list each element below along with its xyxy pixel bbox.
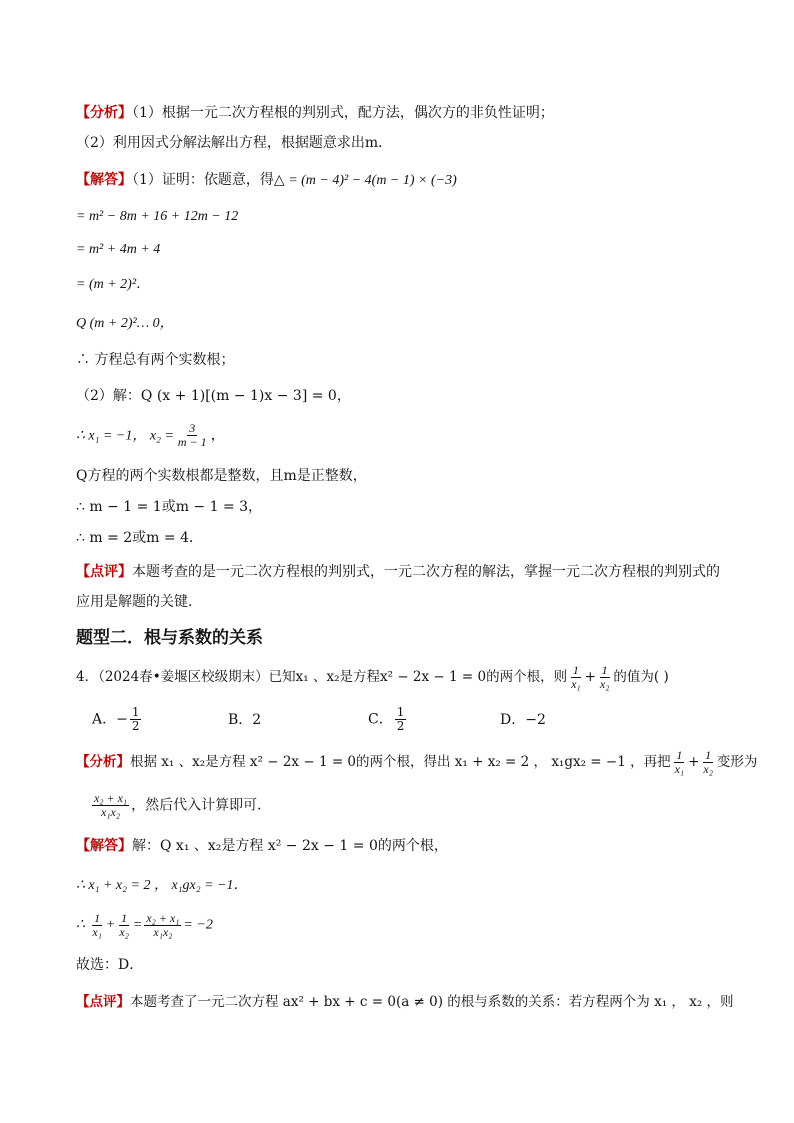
option-a [92, 706, 143, 733]
therefore-symbol: ∴ [76, 917, 85, 933]
option-b: B．2 [228, 712, 262, 728]
fraction-denominator: x₁ [571, 677, 581, 691]
fraction-numerator: 1 [121, 911, 128, 925]
comment-tag: 【点评】 [76, 994, 130, 1010]
fraction-numerator: 1 [601, 663, 608, 677]
discriminant-expression: △ = (m − 4)² − 4(m − 1) × (−3) [273, 173, 457, 188]
fraction-1-over-x2 [701, 749, 715, 776]
question-stem-tail: 的值为( ) [613, 669, 669, 685]
comment-line-2: 应用是解题的关键． [76, 594, 202, 610]
fraction-1-over-x1 [673, 749, 687, 776]
comment-text: 本题考查的是一元二次方程根的判别式，一元二次方程的解法，掌握一元二次方程根的判别式的 [132, 564, 720, 580]
solution-4-line-1 [76, 836, 448, 856]
analysis-tag: 【分析】 [76, 754, 130, 770]
fraction-denominator: x₁x₂ [101, 805, 121, 819]
solution-line-1 [76, 170, 457, 191]
analysis-text: ，然后代入计算即可． [131, 797, 272, 814]
solution-line-8 [76, 422, 225, 449]
root-values: ∴ x₁ = −1， x₂ = [76, 428, 174, 444]
question-4-stem [76, 664, 669, 691]
option-d: D．−2 [500, 712, 546, 728]
fraction-numerator: 3 [189, 421, 196, 435]
equals-sign: = [132, 917, 143, 933]
solution-line-6: ∴ 方程总有两个实数根； [76, 352, 235, 368]
solution-tag: 【解答】 [76, 172, 132, 188]
fraction-numerator: 1 [572, 663, 579, 677]
fraction-denominator: x₁ [674, 762, 685, 776]
fraction-numerator: x₂ + x₁ [94, 791, 128, 805]
solution-line-5: Q (m + 2)²… 0， [76, 316, 174, 331]
fraction-numerator: 1 [94, 911, 101, 925]
plus-sign: + [105, 917, 116, 933]
option-fraction [130, 706, 142, 733]
plus-sign: + [688, 754, 700, 770]
option-label: C． [368, 711, 393, 728]
analysis-text-tail: 变形为 [716, 754, 758, 770]
solution-line-11: ∴ m = 2或m = 4． [76, 530, 203, 546]
analysis-4-line-1 [76, 749, 757, 776]
fraction-1-over-x2 [117, 912, 131, 939]
solution-4-line-4: 故选：D． [76, 957, 144, 973]
solution-line-10: ∴ m − 1 = 1或m − 1 = 3， [76, 499, 263, 515]
question-stem-text: 4．（2024春•姜堰区校级期末）已知x₁ 、x₂是方程x² − 2x − 1 = 0的两个根，则 [76, 669, 568, 685]
fraction-numerator: 1 [396, 705, 405, 719]
analysis-line-1 [76, 103, 554, 123]
fraction-1-over-x2 [598, 664, 612, 691]
result: = −2 [183, 917, 213, 933]
solution-line-4: = (m + 2)²． [76, 277, 151, 292]
fraction-sum-over-product [92, 792, 129, 819]
fraction-1-over-x1 [569, 664, 583, 691]
fraction-numerator: 1 [705, 748, 712, 762]
solution-line-3: = m² + 4m + 4 [76, 242, 161, 257]
fraction-numerator: 1 [676, 748, 683, 762]
fraction-denominator: 2 [396, 719, 405, 733]
fraction-denominator: x₂ [599, 677, 610, 691]
fraction-denominator: x₁x₂ [153, 925, 173, 939]
fraction-numerator: x₂ + x₁ [146, 911, 180, 925]
comment-line-1 [76, 562, 720, 582]
section-title: 题型二．根与系数的关系 [76, 628, 263, 648]
comment-tag: 【点评】 [76, 564, 132, 580]
option-fraction [395, 706, 407, 733]
solution-line-2: = m² − 8m + 16 + 12m − 12 [76, 209, 239, 224]
solution-tag: 【解答】 [76, 838, 132, 854]
analysis-4-line-2 [76, 792, 271, 819]
fraction-numerator: 1 [131, 705, 140, 719]
analysis-line-2: （2）利用因式分解法解出方程，根据题意求出m． [76, 135, 393, 151]
fraction-sum-over-product [144, 912, 181, 939]
fraction-denominator: x₂ [119, 925, 129, 939]
fraction [176, 422, 209, 449]
fraction-denominator: x₂ [703, 762, 713, 776]
solution-line-9: Q方程的两个实数根都是整数，且m是正整数， [76, 468, 367, 484]
solution-text: 解：Q x₁ 、x₂是方程 x² − 2x − 1 = 0的两个根， [132, 838, 448, 854]
option-c [368, 706, 408, 733]
fraction-1-over-x1 [90, 912, 104, 939]
comment-text: 本题考查了一元二次方程 ax² + bx + c = 0(a ≠ 0) 的根与系数的关系：若方程两个为 x₁ ， x₂ ，则 [130, 994, 734, 1010]
solution-text: （1）证明：依题意，得 [132, 172, 274, 188]
plus-sign: + [584, 669, 596, 685]
analysis-tag: 【分析】 [76, 105, 132, 121]
solution-line-7: （2）解：Q (x + 1)[(m − 1)x − 3] = 0， [76, 388, 351, 404]
analysis-text: （1）根据一元二次方程根的判别式，配方法，偶次方的非负性证明； [132, 105, 554, 121]
comment-4-line-1 [76, 992, 734, 1012]
fraction-denominator: 2 [131, 719, 140, 733]
solution-4-line-2: ∴ x₁ + x₂ = 2 ， x₁gx₂ = −1． [76, 878, 248, 893]
solution-4-line-3 [76, 912, 213, 939]
fraction-denominator: m − 1 [177, 435, 207, 449]
analysis-text: 根据 x₁ 、x₂是方程 x² − 2x − 1 = 0的两个根，得出 x₁ + x₂ = 2 ， x₁gx₂ = −1 ，再把 [130, 754, 671, 770]
comma: ， [210, 427, 225, 444]
option-label: A．− [92, 711, 128, 728]
fraction-denominator: x₁ [92, 925, 102, 939]
